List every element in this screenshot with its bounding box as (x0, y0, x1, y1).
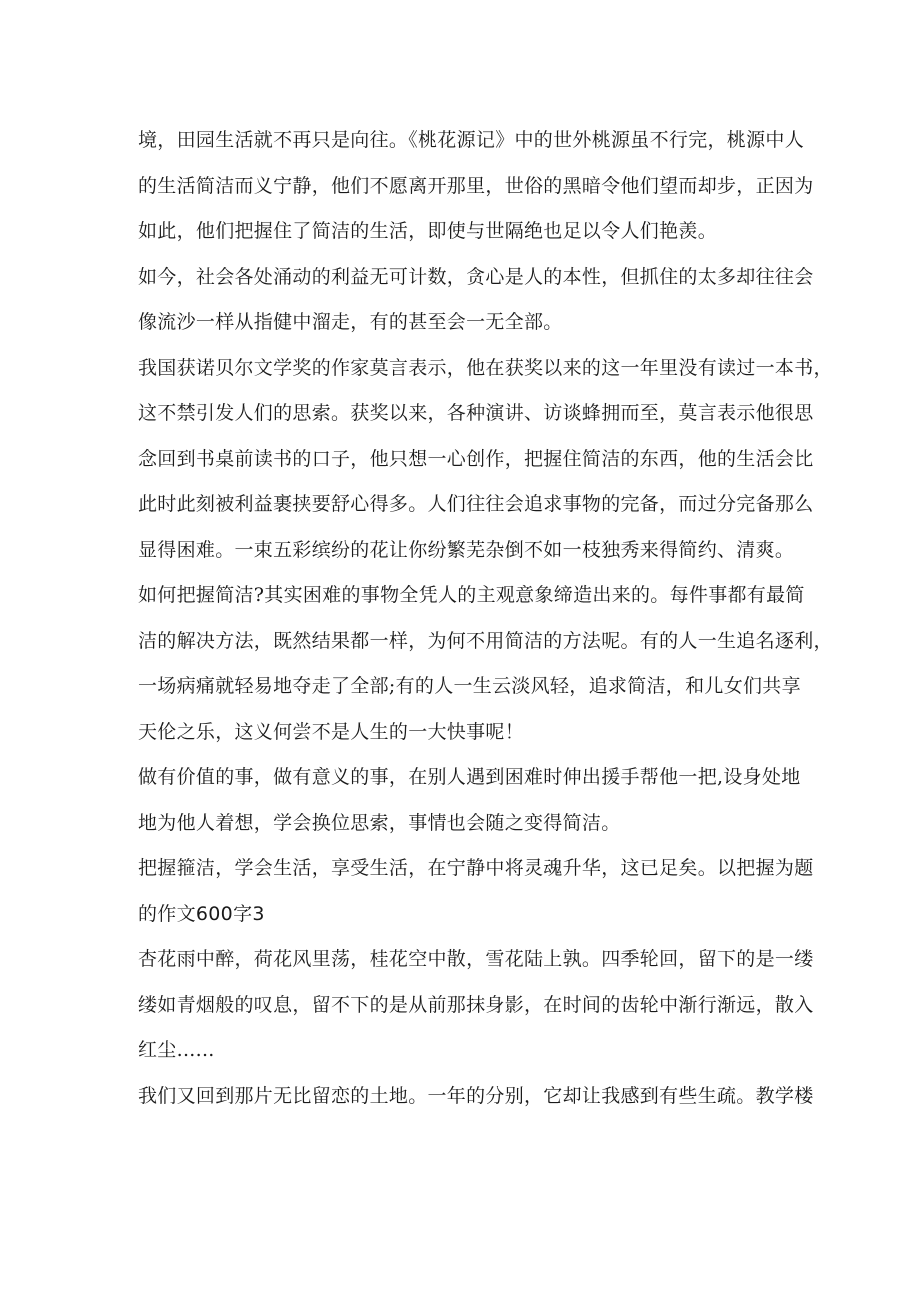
text-line: 念回到书桌前读书的口子，他只想一心创作，把握住简洁的东西，他的生活会比 (138, 447, 814, 470)
text-line: 地为他人着想，学会换位思索，事情也会随之变得简洁。 (138, 811, 621, 834)
text-line: 这不禁引发人们的思索。获奖以来，各种演讲、访谈蜂拥而至，莫言表示他很思 (138, 402, 814, 424)
text-line: 境，田园生活就不再只是向往。《桃花源记》中的世外桃源虽不行完，桃源中人 (138, 129, 805, 151)
text-line: 我国获诺贝尔文学奖的作家莫言表示，他在获奖以来的这一年里没有读过一本书， (138, 356, 833, 379)
text-line: 缕如青烟般的叹息，留不下的是从前那抹身影，在时间的齿轮中渐行渐远，散入 (138, 993, 814, 1016)
text-line: 此时此刻被利益裹挟要舒心得多。人们往往会追求事物的完备，而过分完备那么 (138, 493, 814, 515)
text-line: 如何把握简洁?其实困难的事物全凭人的主观意象缔造出来的。每件事都有最简 (138, 584, 805, 606)
text-line: 杏花雨中醉，荷花风里荡，桂花空中散，雪花陆上孰。四季轮回，留下的是一缕 (138, 948, 814, 970)
text-line: 把握箍洁，学会生活，享受生活，在宁静中将灵魂升华，这已足矣。以把握为题 (138, 857, 814, 879)
text-line: 如此，他们把握住了简洁的生活，即使与世隔绝也足以令人们艳羡。 (138, 220, 718, 242)
text-line: 红尘...... (138, 1039, 215, 1061)
text-line: 一场病痛就轻易地夺走了全部;有的人一生云淡风轻，追求简洁，和儿女们共享 (138, 675, 801, 697)
text-line: 天伦之乐，这义何尝不是人生的一大快事呢！ (138, 720, 525, 743)
text-line: 的生活简洁而义宁静，他们不愿离开那里，世俗的黑暗令他们望而却步，正因为 (138, 174, 814, 197)
text-line: 显得困难。一束五彩缤纷的花让你纷繁芜杂倒不如一枝独秀来得简约、清爽。 (138, 538, 795, 561)
document-body (138, 118, 833, 1119)
text-line: 像流沙一样从指健中溜走，有的甚至会一无全部。 (138, 311, 563, 333)
text-line: 洁的解决方法，既然结果都一样，为何不用简洁的方法呢。有的人一生追名逐利， (138, 629, 833, 652)
text-line: 做有价值的事，做有意义的事，在别人遇到困难时伸出援手帮他一把,设身处地 (138, 766, 801, 788)
text-line: 我们又回到那片无比留恋的土地。一年的分别，它却让我感到有些生疏。教学楼 (138, 1084, 814, 1107)
section-heading: 的作文600字3 (138, 902, 265, 925)
text-line: 如今，社会各处涌动的利益无可计数，贪心是人的本性，但抓住的太多却往往会 (138, 265, 814, 288)
